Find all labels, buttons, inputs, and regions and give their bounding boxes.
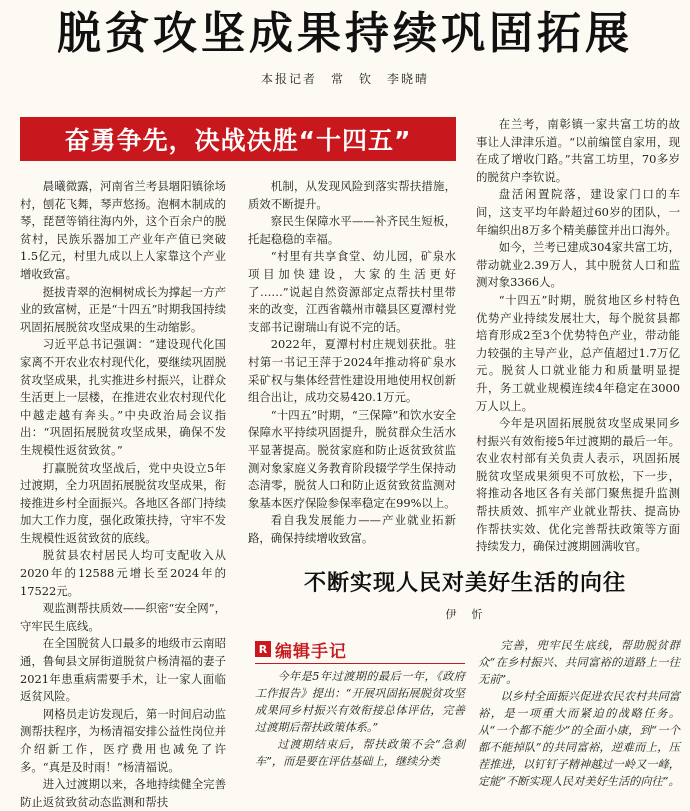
article-column-2	[248, 178, 456, 545]
paragraph: “村里有共享食堂、幼儿园，矿泉水项目加快建设，大家的生活更好了……”说起自然资源部定点帮扶村里带来的改变，江西省赣州市赣县区夏潭村党支部书记谢瑞山有说不完的话。	[248, 249, 456, 334]
editor-note-icon: R	[255, 641, 271, 657]
paragraph: 打赢脱贫攻坚战后，党中央设立5年过渡期，全力巩固拓展脱贫攻坚成果，衔接推进乡村全面振兴。各地区各部门持续加大工作力度，强化政策扶持，守牢不发生规模性返贫致贫的底线。	[20, 460, 226, 545]
page-headline: 脱贫攻坚成果持续巩固拓展	[57, 8, 633, 59]
paragraph: 进入过渡期以来，各地持续健全完善防止返贫致贫动态监测和帮扶	[20, 777, 226, 809]
article-column-1	[20, 178, 226, 809]
article2-title: 不断实现人民对美好生活的向往	[303, 571, 626, 596]
byline: 本报记者 常 钦 李晓晴	[260, 72, 429, 86]
paragraph: 完善，兜牢民生底线，帮助脱贫群众“在乡村振兴、共同富裕的道路上一往无前”。	[478, 639, 680, 686]
paragraph: 机制，从发现风险到落实帮扶措施，质效不断提升。	[248, 179, 456, 211]
paragraph: 如今，兰考已建成304家共富工坊，带动就业2.39万人，其中脱贫人口和监测对象3366人。	[476, 240, 681, 290]
paragraph: 2022年，夏潭村村庄规划获批。驻村第一书记王萍于2024年推动将矿泉水采矿权与集体经营性建设用地使用权创新组合出让，成功交易420.1万元。	[248, 337, 456, 405]
paragraph: 过渡期结束后，帮扶政策不会“急刹车”，而是要在评估基础上，继续分类	[255, 738, 465, 768]
paragraph: 晨曦微露，河南省兰考县堌阳镇徐场村，刨花飞舞，琴声悠扬。泡桐木制成的琴，琵琶等销往海内外，这个百余户的脱贫村，民族乐器加工产业年产值已突破1.5亿元，村里九成以上人家靠这个产业增收致富。	[20, 179, 226, 281]
paragraph: 在兰考，南彰镇一家共富工坊的故事让人津津乐道。“以前编筐自家用，现在成了增收门路。”共富工坊里，70多岁的脱贫户李钦说。	[476, 117, 680, 184]
editor-note-column-1	[255, 668, 465, 779]
paragraph: 观监测帮扶质效——织密“安全网”，守牢民生底线。	[20, 601, 226, 633]
article-column-3	[476, 116, 681, 554]
paragraph: 今年是5年过渡期的最后一年，《政府工作报告》提出：“开展巩固拓展脱贫攻坚成果同乡村振兴有效衔接总体评估，完善过渡期后帮扶政策体系。”	[255, 670, 465, 734]
paragraph: 盘活闲置院落，建设家门口的车间，这支平均年龄超过60岁的团队，一年编织出8万多个精美藤筐并出口海外。	[476, 187, 680, 237]
paragraph: 习近平总书记强调：“建设现代化国家离不开农业农村现代化，要继续巩固脱贫攻坚成果，扎实推进乡村振兴，让群众生活更上一层楼，在推进农业农村现代化中越走越有奔头。”中央政治局会议指出：“巩固拓展脱贫攻坚成果，确保不发生规模性返贫致贫。”	[20, 337, 226, 457]
editor-note-title: 编辑手记	[275, 641, 347, 662]
editor-note-header	[255, 638, 455, 660]
paragraph: 今年是巩固拓展脱贫攻坚成果同乡村振兴有效衔接5年过渡期的最后一年。农业农村部有关负责人表示，巩固拓展脱贫攻坚成果须臾不可放松，下一步，将推动各地区各有关部门聚焦提升监测帮扶质效、抓牢产业就业帮扶、提高协作帮扶实效、优化完善帮扶政策等方面持续发力，确保过渡期圆满收官。	[476, 416, 680, 554]
article2-author: 伊 忻	[445, 608, 485, 621]
paragraph: 看自我发展能力——产业就业拓新路，确保持续增收致富。	[248, 513, 456, 545]
paragraph: “十四五”时期，“三保障”和饮水安全保障水平持续巩固提升，脱贫群众生活水平显著提高。脱贫家庭和防止返贫致贫监测对象家庭义务教育阶段辍学学生保持动态清零，脱贫人口和防止返贫致贫监测对象基本医疗保险参保率稳定在99%以上。	[248, 407, 456, 510]
section-banner: 奋勇争先，决战决胜“十四五”	[20, 117, 456, 161]
editor-note-column-2	[478, 637, 680, 788]
paragraph: 以乡村全面振兴促进农民农村共同富裕，是一项重大而紧迫的战略任务。从“一个都不能少”的全面小康，到“一个都不能掉队”的共同富裕，逆难而上，压茬推进，以钉钉子精神越过一岭又一峰，定能“不断实现人民对美好生活的向往”。	[478, 690, 680, 788]
paragraph: “十四五”时期，脱贫地区乡村特色优势产业持续发展壮大，每个脱贫县都培育形成2至3个优势特色产业，带动能力较强的主导产业，总产值超过1.7万亿元。脱贫人口就业能力和质量明显提升，务工就业规模连续4年稳定在3000万人以上。	[476, 292, 680, 413]
paragraph: 挺拔青翠的泡桐树成长为撑起一方产业的致富树，正是“十四五”时期我国持续巩固拓展脱贫攻坚成果的生动缩影。	[20, 284, 226, 334]
paragraph: 脱贫县农村居民人均可支配收入从2020年的12588元增长至2024年的17522元。	[20, 548, 226, 598]
paragraph: 察民生保障水平——补齐民生短板，托起稳稳的幸福。	[248, 214, 456, 246]
editor-note-divider	[255, 663, 465, 664]
paragraph: 在全国脱贫人口最多的地级市云南昭通，鲁甸县文屏街道脱贫户杨清福的妻子2021年患重病需要手术，让一家人面临返贫风险。	[20, 636, 226, 704]
paragraph: 网格员走访发现后，第一时间启动监测帮扶程序，为杨清福安排公益性岗位并介绍新工作，医疗费用也减免了许多。“真是及时雨！”杨清福说。	[20, 706, 226, 774]
